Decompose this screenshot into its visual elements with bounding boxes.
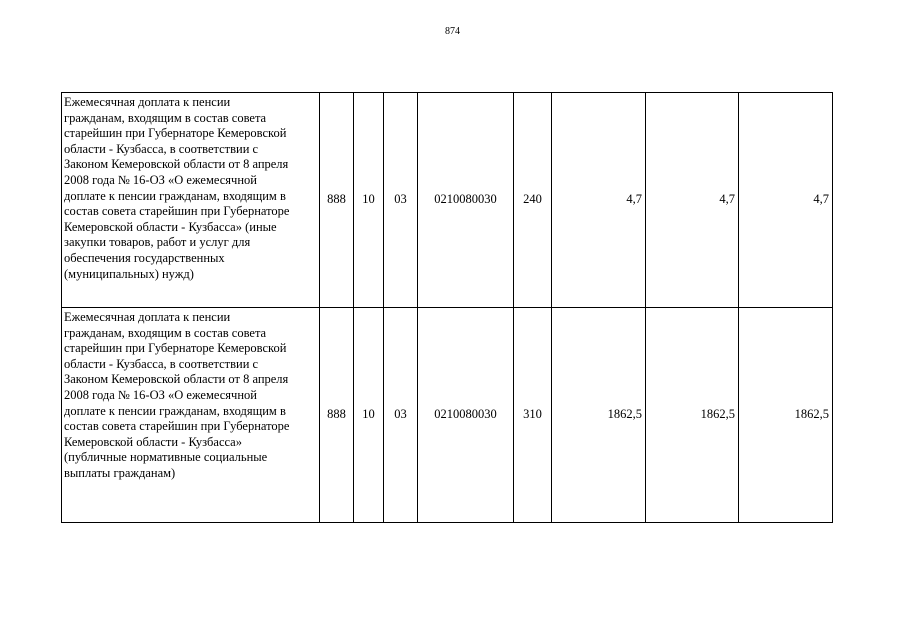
page-number: 874: [445, 26, 460, 37]
row-section-code: 10: [354, 93, 384, 308]
row-section-code: 10: [354, 308, 384, 523]
row-amount-1: 4,7: [552, 93, 646, 308]
row-target-article: 0210080030: [418, 308, 514, 523]
row-description: Ежемесячная доплата к пенсии гражданам, входящим в состав совета старейшин при Губернаторе Кемеровской области - Кузбасса, в соответствии с Законом Кемеровской области от 8 апреля 2008 года № 16-ОЗ «О ежемесячной доплате к пенсии гражданам, входящим в состав совета старейшин при Губернаторе Кемеровской области - Кузбасса» (публичные нормативные социальные выплаты гражданам): [62, 308, 320, 523]
row-ministry-code: 888: [320, 308, 354, 523]
row-description: Ежемесячная доплата к пенсии гражданам, входящим в состав совета старейшин при Губернаторе Кемеровской области - Кузбасса, в соответствии с Законом Кемеровской области от 8 апреля 2008 года № 16-ОЗ «О ежемесячной доплате к пенсии гражданам, входящим в состав совета старейшин при Губернаторе Кемеровской области - Кузбасса» (иные закупки товаров, работ и услуг для обеспечения государственных (муниципальных) нужд): [62, 93, 320, 308]
row-target-article: 0210080030: [418, 93, 514, 308]
row-subsection-code: 03: [384, 308, 418, 523]
budget-table: [61, 92, 833, 523]
table-row: [62, 93, 833, 308]
row-ministry-code: 888: [320, 93, 354, 308]
row-expense-type: 240: [514, 93, 552, 308]
row-amount-3: 1862,5: [739, 308, 833, 523]
row-amount-2: 4,7: [646, 93, 739, 308]
table-row: [62, 308, 833, 523]
row-amount-2: 1862,5: [646, 308, 739, 523]
row-amount-1: 1862,5: [552, 308, 646, 523]
row-expense-type: 310: [514, 308, 552, 523]
row-amount-3: 4,7: [739, 93, 833, 308]
row-subsection-code: 03: [384, 93, 418, 308]
